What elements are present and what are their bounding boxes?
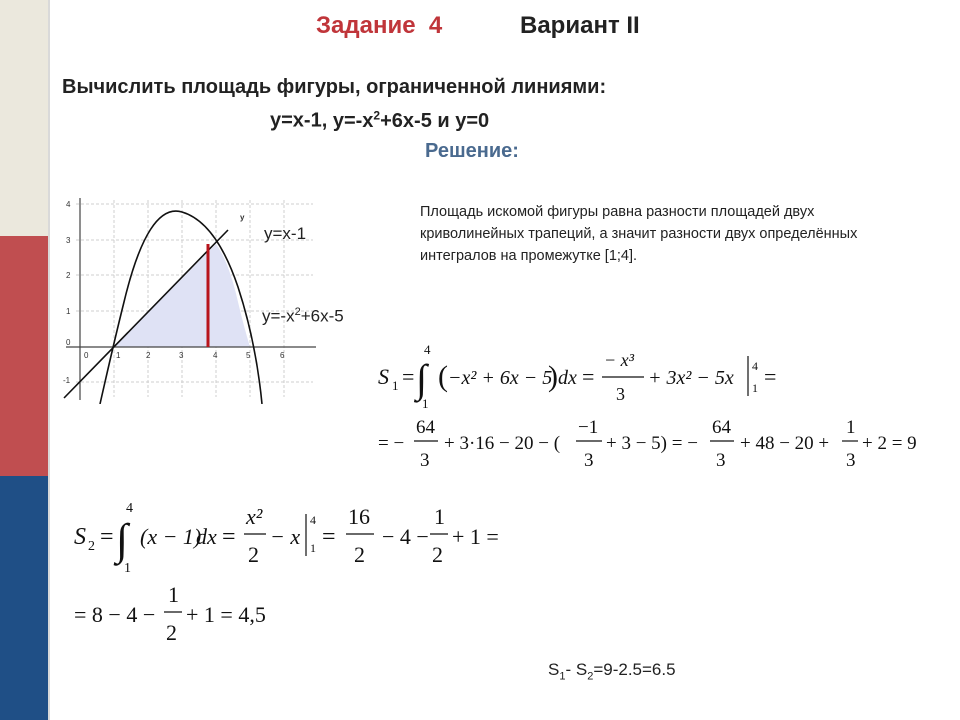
x-tick-5: 5 [246,351,251,360]
svg-text:=: = [402,364,415,389]
svg-text:+ 2 = 9: + 2 = 9 [862,433,917,454]
svg-text:1: 1 [124,561,131,576]
svg-text:4: 4 [424,342,431,357]
formula-s2-line1 [74,501,499,576]
svg-text:∫: ∫ [416,356,427,401]
explanation-text: Площадь искомой фигуры равна разности площадей двух криволинейных трапеций, а значит разности двух определённых интегралов на промежутке [1;4]. [420,204,858,264]
svg-text:+ 3·16 − 20 − (: + 3·16 − 20 − ( [444,433,561,454]
svg-text:=: = [100,524,114,550]
x-tick-6: 6 [280,351,285,360]
y-tick-4: 4 [66,200,71,209]
svg-text:2: 2 [88,539,95,554]
svg-text:16: 16 [348,504,370,529]
svg-text:dx: dx [196,524,217,549]
svg-text:−1: −1 [578,417,599,438]
svg-text:dx: dx [558,367,577,389]
svg-text:=: = [222,524,236,550]
x-tick-1: 1 [116,351,121,360]
svg-text:2: 2 [166,620,177,645]
variant-title: Вариант II [520,12,640,39]
svg-text:64: 64 [712,417,731,438]
y-tick-3: 3 [66,236,71,245]
x-tick-2: 2 [146,351,151,360]
svg-text:4: 4 [126,501,133,516]
svg-text:1: 1 [168,582,179,607]
svg-text:=: = [764,364,777,389]
svg-text:2: 2 [248,542,259,567]
y-tick-0: 0 [66,338,71,347]
svg-text:−x² + 6x − 5: −x² + 6x − 5 [448,367,553,389]
y-axis-label: y [240,213,245,222]
svg-text:3: 3 [584,450,594,471]
svg-text:S: S [378,364,389,389]
svg-text:3: 3 [616,384,625,404]
svg-text:+ 1 = 4,5: + 1 = 4,5 [186,602,266,627]
x-tick-0: 0 [84,351,89,360]
equation-linear: y=x-1, [270,109,328,132]
task-title: Задание 4 [316,12,443,39]
svg-text:=: = [322,524,336,550]
svg-text:(: ( [438,360,448,393]
solution-heading: Решение: [425,140,519,162]
y-tick-1: 1 [66,307,71,316]
svg-text:= 8 − 4 −: = 8 − 4 − [74,602,156,627]
svg-text:− x: − x [270,524,301,549]
svg-text:3: 3 [846,450,856,471]
label-parabola: $y=-x^2+6x-5$ [262,306,344,326]
formula-s1-line1 [378,342,776,411]
svg-text:1: 1 [392,378,399,393]
svg-text:x²: x² [246,504,263,529]
y-tick-neg1: -1 [63,376,71,385]
y-tick-2: 2 [66,271,71,280]
svg-text:1: 1 [846,417,856,438]
svg-text:+ 3 − 5) = −: + 3 − 5) = − [606,433,698,454]
svg-text:+ 48 − 20 +: + 48 − 20 + [740,433,830,454]
svg-text:3: 3 [420,450,430,471]
svg-text:1: 1 [422,396,429,411]
svg-text:+ 3x² − 5x: + 3x² − 5x [648,367,734,389]
svg-text:2: 2 [354,542,365,567]
final-result: $S_1-$ $S_2=9-2.5=6.5$ [548,660,676,683]
x-tick-4: 4 [213,351,218,360]
svg-text:∫: ∫ [116,515,129,564]
svg-text:1: 1 [310,541,316,555]
formula-s1-line2 [378,417,917,471]
svg-text:4: 4 [310,513,316,527]
formula-s2-line2 [74,582,266,645]
svg-text:− 4 −: − 4 − [382,524,429,549]
svg-text:= −: = − [378,433,405,454]
svg-text:=: = [582,364,595,389]
svg-text:): ) [548,360,558,393]
svg-text:+ 1 =: + 1 = [452,524,499,549]
problem-statement: Вычислить площадь фигуры, ограниченной линиями: [62,76,607,98]
svg-text:S: S [74,524,86,550]
svg-text:4: 4 [752,359,758,373]
svg-text:− x³: − x³ [604,350,635,370]
svg-text:1: 1 [434,504,445,529]
svg-text:1: 1 [752,381,758,395]
x-tick-3: 3 [179,351,184,360]
label-line: y=x-1 [264,224,307,243]
svg-text:3: 3 [716,450,726,471]
svg-text:(x − 1): (x − 1) [140,524,202,549]
equation-parabola: $y=-x^2+6x-5$ и y=0 [332,108,490,132]
svg-text:2: 2 [432,542,443,567]
svg-text:64: 64 [416,417,435,438]
